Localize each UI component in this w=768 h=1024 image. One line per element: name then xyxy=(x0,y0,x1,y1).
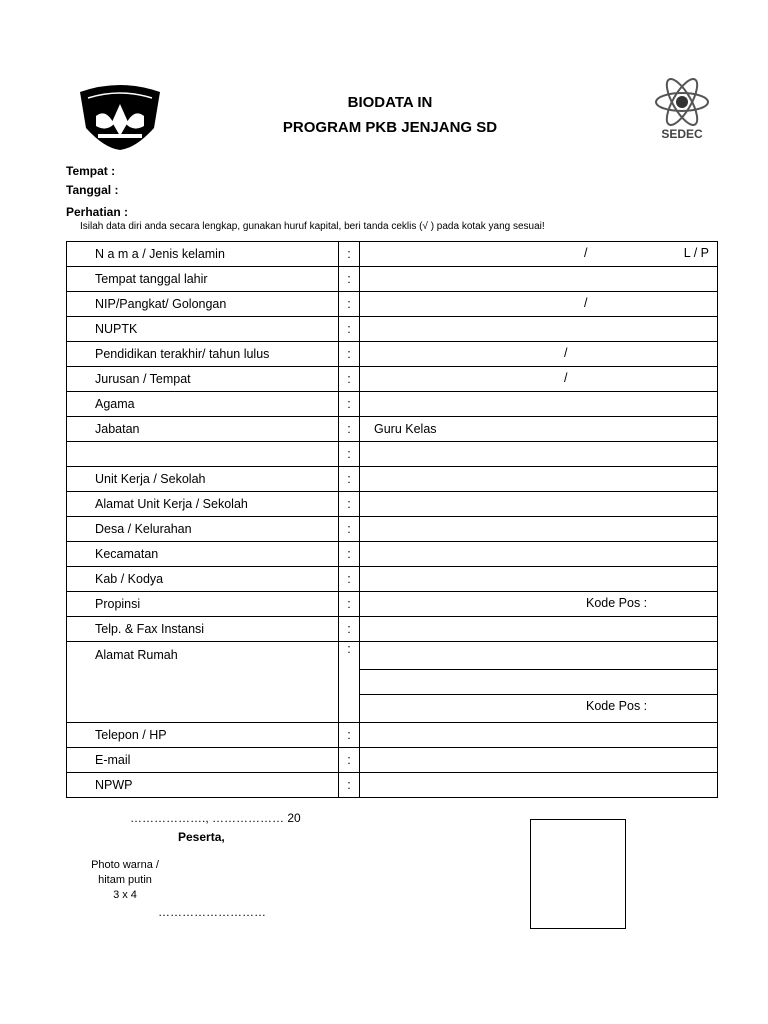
label-kecamatan: Kecamatan xyxy=(67,542,339,567)
field-unit-kerja[interactable] xyxy=(360,467,718,492)
row-alamat-rumah xyxy=(67,642,718,723)
field-desa[interactable] xyxy=(360,517,718,542)
row-telepon xyxy=(67,723,718,748)
colon: : xyxy=(339,617,360,642)
field-jurusan[interactable] xyxy=(360,367,718,392)
page-title: BIODATA IN xyxy=(347,94,433,111)
row-npwp xyxy=(67,773,718,798)
field-alamat-rumah[interactable] xyxy=(360,642,718,723)
row-jabatan xyxy=(67,417,718,442)
field-propinsi[interactable] xyxy=(360,592,718,617)
tut-wuri-handayani-logo xyxy=(76,82,164,152)
label-blank xyxy=(67,442,339,467)
row-ttl xyxy=(67,267,718,292)
field-npwp[interactable] xyxy=(360,773,718,798)
row-blank xyxy=(67,442,718,467)
row-pendidikan xyxy=(67,342,718,367)
biodata-form-table xyxy=(66,241,718,798)
label-alamat-unit: Alamat Unit Kerja / Sekolah xyxy=(67,492,339,517)
field-telepon[interactable] xyxy=(360,723,718,748)
label-telp-fax: Telp. & Fax Instansi xyxy=(67,617,339,642)
colon: : xyxy=(339,442,360,467)
label-agama: Agama xyxy=(67,392,339,417)
sedec-logo xyxy=(650,78,714,144)
field-alamat-unit[interactable] xyxy=(360,492,718,517)
label-nip: NIP/Pangkat/ Golongan xyxy=(67,292,339,317)
label-email: E-mail xyxy=(67,748,339,773)
alamat-rumah-line-1[interactable] xyxy=(360,645,717,670)
row-kab xyxy=(67,567,718,592)
label-unit-kerja: Unit Kerja / Sekolah xyxy=(67,467,339,492)
row-desa xyxy=(67,517,718,542)
field-email[interactable] xyxy=(360,748,718,773)
field-kab[interactable] xyxy=(360,567,718,592)
slash: / xyxy=(564,371,568,385)
colon: : xyxy=(339,417,360,442)
colon: : xyxy=(339,517,360,542)
perhatian-label: Perhatian : xyxy=(66,205,129,219)
field-nip[interactable] xyxy=(360,292,718,317)
label-desa: Desa / Kelurahan xyxy=(67,517,339,542)
label-telepon: Telepon / HP xyxy=(67,723,339,748)
label-npwp: NPWP xyxy=(67,773,339,798)
label-nuptk: NUPTK xyxy=(67,317,339,342)
row-jurusan xyxy=(67,367,718,392)
colon: : xyxy=(339,723,360,748)
label-ttl: Tempat tanggal lahir xyxy=(67,267,339,292)
row-telp-fax xyxy=(67,617,718,642)
field-blank[interactable] xyxy=(360,442,718,467)
colon: : xyxy=(339,773,360,798)
label-jurusan: Jurusan / Tempat xyxy=(67,367,339,392)
row-nama xyxy=(67,242,718,267)
row-kecamatan xyxy=(67,542,718,567)
field-kecamatan[interactable] xyxy=(360,542,718,567)
slash: / xyxy=(584,296,588,310)
row-nip xyxy=(67,292,718,317)
field-nama[interactable] xyxy=(360,242,718,267)
slash: / xyxy=(584,246,588,260)
row-unit-kerja xyxy=(67,467,718,492)
signature-line: ……………………… xyxy=(158,905,266,919)
colon: : xyxy=(339,242,360,267)
row-agama xyxy=(67,392,718,417)
alamat-rumah-line-2[interactable] xyxy=(360,670,717,695)
page-subtitle: PROGRAM PKB JENJANG SD xyxy=(282,119,498,136)
colon: : xyxy=(339,392,360,417)
tanggal-label: Tanggal : xyxy=(66,183,119,197)
date-line: ………………., ……………… 20 xyxy=(130,811,301,825)
colon: : xyxy=(339,367,360,392)
label-jabatan: Jabatan xyxy=(67,417,339,442)
row-alamat-unit xyxy=(67,492,718,517)
alamat-rumah-line-3[interactable] xyxy=(360,695,717,719)
colon: : xyxy=(339,317,360,342)
colon: : xyxy=(339,292,360,317)
peserta-label: Peserta, xyxy=(178,830,225,844)
instruction-text: Isilah data diri anda secara lengkap, gunakan huruf kapital, beri tanda ceklis (√ ) pada kotak yang sesuai! xyxy=(80,221,545,232)
row-nuptk xyxy=(67,317,718,342)
label-alamat-rumah: Alamat Rumah xyxy=(67,642,339,723)
field-ttl[interactable] xyxy=(360,267,718,292)
field-pendidikan[interactable] xyxy=(360,342,718,367)
field-jabatan[interactable] xyxy=(360,417,718,442)
photo-note-line-2: hitam putin xyxy=(98,874,152,886)
sedec-logo-text: SEDEC xyxy=(661,127,703,141)
label-pendidikan: Pendidikan terakhir/ tahun lulus xyxy=(67,342,339,367)
label-nama: N a m a / Jenis kelamin xyxy=(67,242,339,267)
colon: : xyxy=(339,748,360,773)
label-kab: Kab / Kodya xyxy=(67,567,339,592)
colon: : xyxy=(339,642,360,723)
field-agama[interactable] xyxy=(360,392,718,417)
photo-box[interactable] xyxy=(530,819,626,929)
colon: : xyxy=(339,467,360,492)
field-telp-fax[interactable] xyxy=(360,617,718,642)
label-propinsi: Propinsi xyxy=(67,592,339,617)
gender-lp-label: L / P xyxy=(683,246,709,260)
row-email xyxy=(67,748,718,773)
colon: : xyxy=(339,492,360,517)
colon: : xyxy=(339,267,360,292)
kode-pos-label: Kode Pos : xyxy=(586,699,648,713)
colon: : xyxy=(339,567,360,592)
jabatan-value: Guru Kelas xyxy=(374,422,437,436)
row-propinsi xyxy=(67,592,718,617)
photo-note-line-1: Photo warna / xyxy=(91,859,159,871)
kode-pos-label: Kode Pos : xyxy=(586,596,648,610)
slash: / xyxy=(564,346,568,360)
photo-note xyxy=(80,858,170,903)
colon: : xyxy=(339,342,360,367)
colon: : xyxy=(339,542,360,567)
photo-note-line-3: 3 x 4 xyxy=(113,889,137,901)
colon: : xyxy=(339,592,360,617)
field-nuptk[interactable] xyxy=(360,317,718,342)
tempat-label: Tempat : xyxy=(66,164,116,178)
